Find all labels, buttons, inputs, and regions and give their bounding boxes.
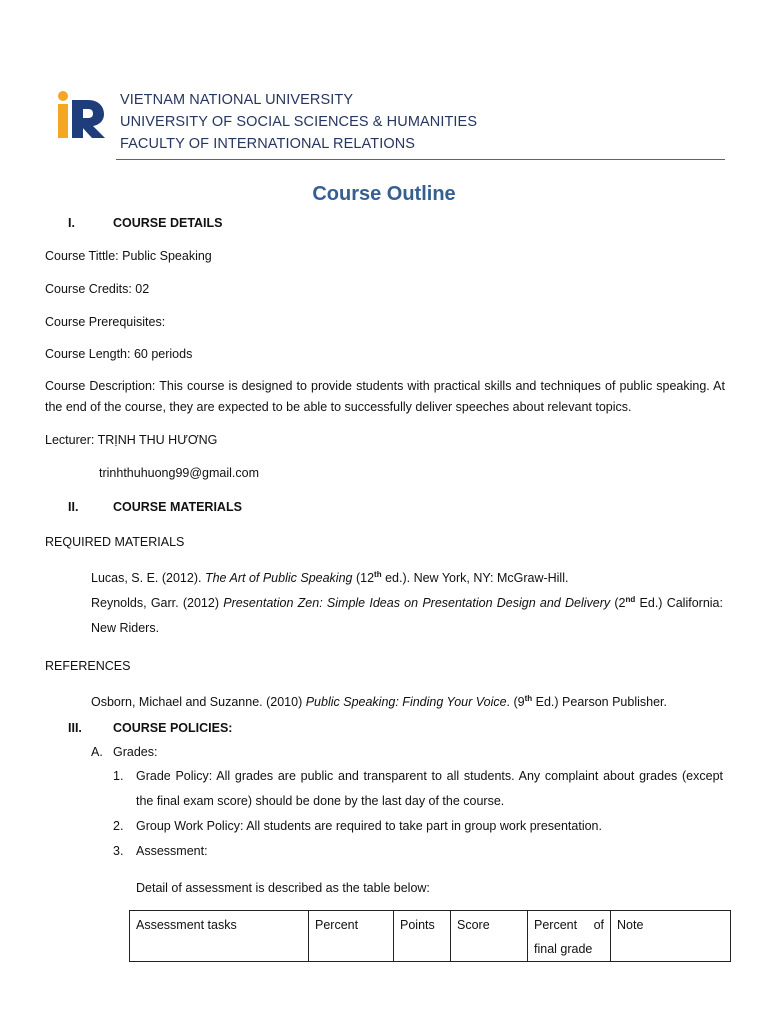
list-item-3-text: Assessment: — [136, 844, 208, 858]
logo-i-stem — [58, 104, 68, 138]
lecturer-email: trinhthuhuong99@gmail.com — [99, 466, 260, 480]
ref-edition: . (9 — [506, 695, 525, 709]
ref-book-title: Public Speaking: Finding Your Voice — [305, 695, 507, 709]
header-assessment-tasks: Assessment tasks — [130, 911, 309, 962]
section-1-number: I. — [68, 216, 75, 230]
lecturer: Lecturer: TRỊNH THU HƯƠNG — [45, 433, 218, 447]
course-credits: Course Credits: 02 — [45, 282, 150, 296]
section-2-title: COURSE MATERIALS — [113, 500, 242, 514]
logo-r-shape — [72, 100, 105, 138]
ref-publisher: ed.). New York, NY: McGraw-Hill. — [381, 571, 569, 585]
header-percent: Percent — [309, 911, 394, 962]
section-1-title: COURSE DETAILS — [113, 216, 223, 230]
course-prerequisites: Course Prerequisites: — [45, 315, 166, 329]
course-length: Course Length: 60 periods — [45, 347, 193, 361]
ref-author: Lucas, S. E. (2012). — [91, 571, 205, 585]
university-line-3: FACULTY OF INTERNATIONAL RELATIONS — [120, 136, 416, 152]
list-item-1-text: Grade Policy: All grades are public and transparent to all students. Any complaint about grades (except the final exam score) should be done by the last day of the course. — [136, 769, 723, 808]
header-note: Note — [611, 911, 731, 962]
university-line-1: VIETNAM NATIONAL UNIVERSITY — [120, 92, 354, 108]
list-item-2-marker: 2. — [113, 819, 124, 833]
required-materials-label: REQUIRED MATERIALS — [45, 535, 185, 549]
list-item-2-text: Group Work Policy: All students are required to take part in group work presentation. — [136, 819, 602, 833]
sub-a-label: Grades: — [113, 745, 158, 759]
ref-author: Reynolds, Garr. (2012) — [91, 596, 224, 610]
faculty-logo — [54, 90, 106, 142]
required-material-2 — [91, 591, 723, 641]
course-description: Course Description: This course is designed to provide students with practical skills and techniques of public speaking. At the end of the course, they are expected to be able to successfully deliver speeches about relevant topics. — [45, 379, 725, 414]
ref-book-title: The Art of Public Speaking — [204, 571, 353, 585]
ref-edition-suffix: nd — [625, 594, 636, 604]
reference-1 — [91, 690, 723, 715]
sub-a-marker: A. — [91, 745, 103, 759]
ref-edition: (12 — [352, 571, 375, 585]
ref-publisher: Ed.) Pearson Publisher. — [532, 695, 667, 709]
header-percent-final-grade: Percent of final grade — [528, 911, 611, 962]
list-item-3-marker: 3. — [113, 844, 124, 858]
ref-publisher: Ed.) California: New Riders. — [91, 596, 723, 635]
assessment-table — [129, 910, 731, 962]
header-score: Score — [451, 911, 528, 962]
required-material-1 — [91, 566, 723, 591]
references-label: REFERENCES — [45, 659, 131, 673]
ref-edition-suffix: th — [374, 569, 382, 579]
section-3-number: III. — [68, 721, 82, 735]
course-title: Course Tittle: Public Speaking — [45, 249, 212, 263]
header-points: Points — [394, 911, 451, 962]
logo-dot — [58, 91, 68, 101]
ref-edition: (2 — [610, 596, 626, 610]
section-3-title: COURSE POLICIES: — [113, 721, 233, 735]
page-title: Course Outline — [312, 183, 456, 205]
header-divider — [116, 159, 725, 160]
list-item-1-marker: 1. — [113, 769, 124, 783]
assessment-intro: Detail of assessment is described as the table below: — [136, 881, 430, 895]
ref-author: Osborn, Michael and Suzanne. (2010) — [91, 695, 306, 709]
ref-book-title: Presentation Zen: Simple Ideas on Presentation Design and Delivery — [223, 596, 611, 610]
table-header-row — [130, 911, 731, 962]
ref-edition-suffix: th — [524, 693, 533, 703]
university-line-2: UNIVERSITY OF SOCIAL SCIENCES & HUMANITIES — [120, 114, 478, 130]
section-2-number: II. — [68, 500, 79, 514]
